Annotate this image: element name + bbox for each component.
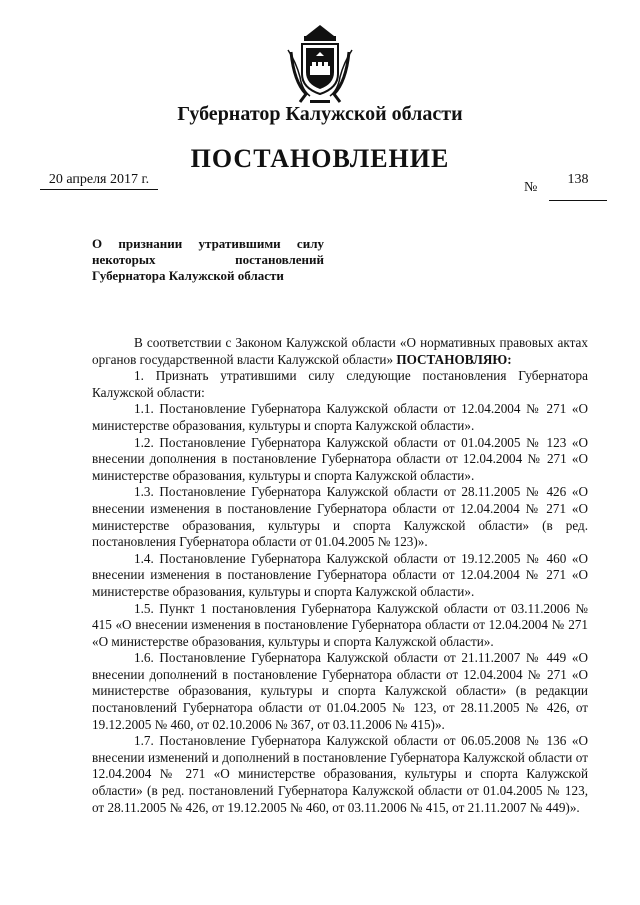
kaluga-oblast-coat-of-arms-icon	[286, 22, 354, 104]
subject-line-3: Губернатора Калужской области	[92, 268, 284, 283]
document-type-title: ПОСТАНОВЛЕНИЕ	[190, 144, 450, 173]
clause-1-4: 1.4. Постановление Губернатора Калужской области от 19.12.2005 № 460 «О внесении изменения в постановление Губернатора области от 12.04.2004 № 271 «О министерстве образования, культуры и спорта Калужской области».	[92, 550, 588, 599]
clause-1-2: 1.2. Постановление Губернатора Калужской области от 01.04.2005 № 123 «О внесении дополнения в постановление Губернатора области от 12.04.2004 № 271 «О министерстве образования, культуры и спорта Калужской области».	[92, 434, 588, 483]
clause-1-1: 1.1. Постановление Губернатора Калужской области от 12.04.2004 № 271 «О министерстве образования, культуры и спорта Калужской области».	[92, 401, 588, 433]
clause-1-7: 1.7. Постановление Губернатора Калужской области от 06.05.2008 № 136 «О внесении изменений и дополнений в постановление Губернатора Калужской области от 12.04.2004 № 271 «О министерстве образования, культуры и спорта Калужской области» (в ред. постановлений Губернатора Калужской области от 01.04.2005 № 123, от 28.11.2005 № 426, от 19.12.2005 № 460, от 03.11.2006 № 415, от 21.11.2007 № 449)».	[92, 733, 588, 815]
clause-1-6: 1.6. Постановление Губернатора Калужской области от 21.11.2007 № 449 «О внесении дополнений в постановление Губернатора области от 12.04.2004 № 271 «О министерстве образования, культуры и спорта Калужской области» (в редакции постановлений Губернатора области от 01.04.2005 № 123, от 28.11.2005 № 426, от 19.12.2005 № 460, от 02.10.2006 № 367, от 03.11.2006 № 415)».	[92, 650, 588, 732]
clause-1-5: 1.5. Пункт 1 постановления Губернатора Калужской области от 03.11.2006 № 415 «О внесении изменения в постановление Губернатора области от 12.04.2004 № 271 «О министерстве образования, культуры и спорта Калужской области».	[92, 600, 588, 649]
subject-line-2: некоторых постановлений	[92, 252, 324, 267]
clause-1-3: 1.3. Постановление Губернатора Калужской области от 28.11.2005 № 426 «О внесении изменения в постановление Губернатора области от 12.04.2004 № 271 «О министерстве образования, культуры и спорта Калужской области» (в ред. постановления Губернатора области от 01.04.2005 № 123)».	[92, 484, 588, 550]
decree-word: ПОСТАНОВЛЯЮ:	[396, 351, 512, 367]
clause-1: 1. Признать утратившими силу следующие постановления Губернатора Калужской области:	[92, 368, 588, 400]
document-subject	[92, 236, 324, 284]
preamble-text: В соответствии с Законом Калужской области «О нормативных правовых актах органов государственной власти Калужской области»	[92, 335, 588, 367]
document-body	[92, 335, 588, 816]
document-date: 20 апреля 2017 г.	[40, 172, 158, 190]
document-number: 138	[549, 172, 607, 201]
document-number-label: №	[524, 180, 538, 195]
preamble-paragraph	[92, 335, 588, 368]
subject-line-1: О признании утратившими силу	[92, 236, 324, 251]
issuing-authority: Губернатор Калужской области	[177, 103, 463, 125]
